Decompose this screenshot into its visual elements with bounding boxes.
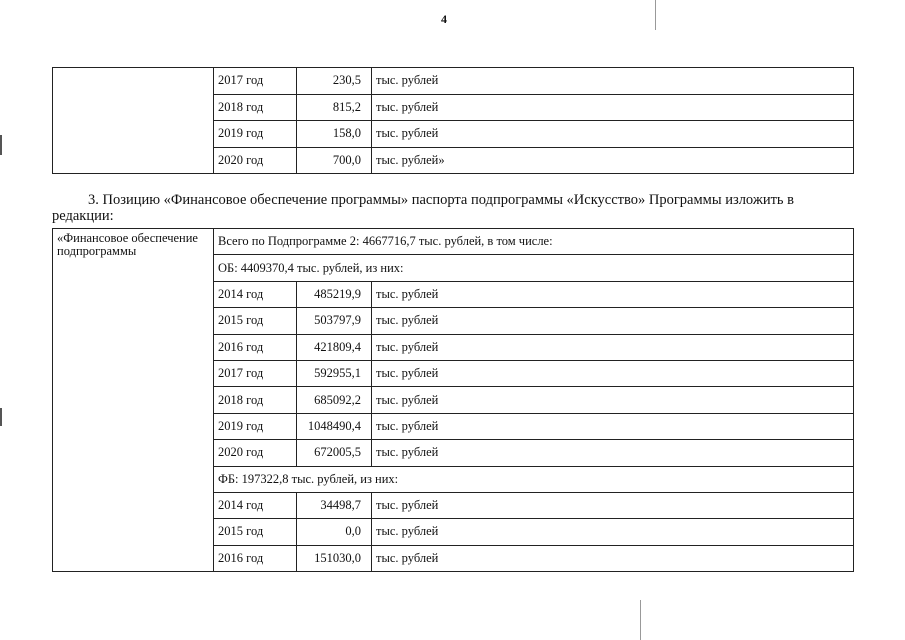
unit-cell: тыс. рублей bbox=[372, 308, 854, 334]
year-cell: 2017 год bbox=[214, 68, 297, 95]
top-funding-table bbox=[52, 67, 854, 174]
amount-cell: 34498,7 bbox=[297, 492, 372, 518]
label-cell bbox=[53, 68, 214, 174]
ob-header: ОБ: 4409370,4 тыс. рублей, из них: bbox=[214, 255, 854, 281]
unit-cell: тыс. рублей bbox=[372, 492, 854, 518]
unit-cell: тыс. рублей bbox=[372, 68, 854, 95]
paragraph-text: 3. Позицию «Финансовое обеспечение программы» паспорта подпрограммы «Искусство» Программы изложить в редакции: bbox=[52, 192, 795, 224]
year-cell: 2019 год bbox=[214, 121, 297, 148]
unit-cell: тыс. рублей bbox=[372, 413, 854, 439]
scan-artifact bbox=[0, 408, 2, 426]
subprogram-funding-table bbox=[52, 228, 854, 572]
unit-cell: тыс. рублей» bbox=[372, 147, 854, 174]
amount-cell: 0,0 bbox=[297, 519, 372, 545]
year-cell: 2017 год bbox=[214, 360, 297, 386]
unit-cell: тыс. рублей bbox=[372, 387, 854, 413]
year-cell: 2016 год bbox=[214, 545, 297, 571]
scan-artifact bbox=[655, 0, 656, 30]
funding-label: «Финансовое обеспечение подпрограммы bbox=[53, 229, 214, 572]
scan-artifact bbox=[0, 135, 2, 155]
year-cell: 2018 год bbox=[214, 387, 297, 413]
amount-cell: 685092,2 bbox=[297, 387, 372, 413]
amount-cell: 815,2 bbox=[297, 94, 372, 121]
unit-cell: тыс. рублей bbox=[372, 281, 854, 307]
fb-header: ФБ: 197322,8 тыс. рублей, из них: bbox=[214, 466, 854, 492]
amount-cell: 592955,1 bbox=[297, 360, 372, 386]
year-cell: 2015 год bbox=[214, 519, 297, 545]
year-cell: 2020 год bbox=[214, 440, 297, 466]
amount-cell: 230,5 bbox=[297, 68, 372, 95]
year-cell: 2018 год bbox=[214, 94, 297, 121]
year-cell: 2019 год bbox=[214, 413, 297, 439]
unit-cell: тыс. рублей bbox=[372, 519, 854, 545]
amount-cell: 672005,5 bbox=[297, 440, 372, 466]
amount-cell: 421809,4 bbox=[297, 334, 372, 360]
unit-cell: тыс. рублей bbox=[372, 440, 854, 466]
total-cell: Всего по Подпрограмме 2: 4667716,7 тыс. рублей, в том числе: bbox=[214, 229, 854, 255]
year-cell: 2014 год bbox=[214, 281, 297, 307]
year-cell: 2014 год bbox=[214, 492, 297, 518]
amount-cell: 151030,0 bbox=[297, 545, 372, 571]
year-cell: 2016 год bbox=[214, 334, 297, 360]
amount-cell: 503797,9 bbox=[297, 308, 372, 334]
year-cell: 2020 год bbox=[214, 147, 297, 174]
year-cell: 2015 год bbox=[214, 308, 297, 334]
unit-cell: тыс. рублей bbox=[372, 121, 854, 148]
table-row bbox=[53, 229, 854, 255]
unit-cell: тыс. рублей bbox=[372, 94, 854, 121]
unit-cell: тыс. рублей bbox=[372, 334, 854, 360]
amount-cell: 158,0 bbox=[297, 121, 372, 148]
page-number: 4 bbox=[441, 12, 447, 26]
instruction-paragraph bbox=[52, 192, 852, 224]
table-row bbox=[53, 68, 854, 95]
amount-cell: 1048490,4 bbox=[297, 413, 372, 439]
amount-cell: 700,0 bbox=[297, 147, 372, 174]
amount-cell: 485219,9 bbox=[297, 281, 372, 307]
scan-artifact bbox=[640, 600, 641, 640]
unit-cell: тыс. рублей bbox=[372, 360, 854, 386]
unit-cell: тыс. рублей bbox=[372, 545, 854, 571]
